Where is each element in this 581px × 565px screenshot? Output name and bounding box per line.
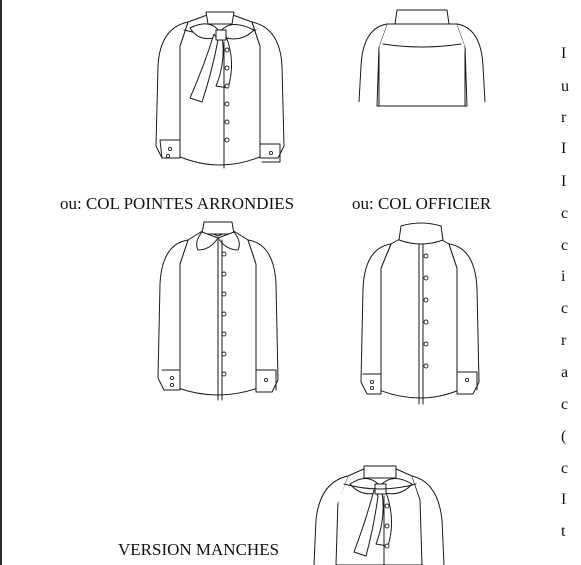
right-text-fragment: c bbox=[561, 237, 569, 254]
right-text-fragment: r bbox=[561, 332, 567, 349]
caption-col-officier: ou: COL OFFICIER bbox=[352, 194, 492, 213]
shirt-rounded-point-collar-illustration bbox=[152, 220, 284, 405]
right-text-fragment: I bbox=[561, 45, 567, 62]
blouse-bow-collar-illustration bbox=[150, 6, 290, 176]
right-text-fragment: r bbox=[561, 109, 567, 126]
right-text-fragment: i bbox=[561, 268, 566, 285]
right-text-fragment: I bbox=[561, 140, 567, 157]
right-text-fragment: I bbox=[561, 173, 567, 190]
right-text-fragment: u bbox=[561, 78, 569, 95]
caption-version-manches: VERSION MANCHES bbox=[118, 540, 280, 559]
right-text-fragment: ( bbox=[561, 428, 567, 445]
caption-col-pointes-arrondies: ou: COL POINTES ARRONDIES bbox=[60, 194, 295, 213]
right-text-fragment: a bbox=[561, 364, 569, 381]
page-left-border bbox=[0, 0, 2, 565]
shirt-mandarin-collar-illustration bbox=[355, 222, 485, 408]
right-text-fragment: c bbox=[561, 300, 569, 317]
blouse-bow-sleeve-version-illustration bbox=[308, 462, 448, 565]
right-text-fragment: t bbox=[561, 523, 566, 540]
right-text-fragment: c bbox=[561, 460, 569, 477]
shirt-back-view-illustration bbox=[355, 6, 490, 106]
right-text-column bbox=[561, 0, 581, 565]
right-text-fragment: I bbox=[561, 491, 567, 508]
right-text-fragment: c bbox=[561, 396, 569, 413]
right-text-fragment: c bbox=[561, 205, 569, 222]
